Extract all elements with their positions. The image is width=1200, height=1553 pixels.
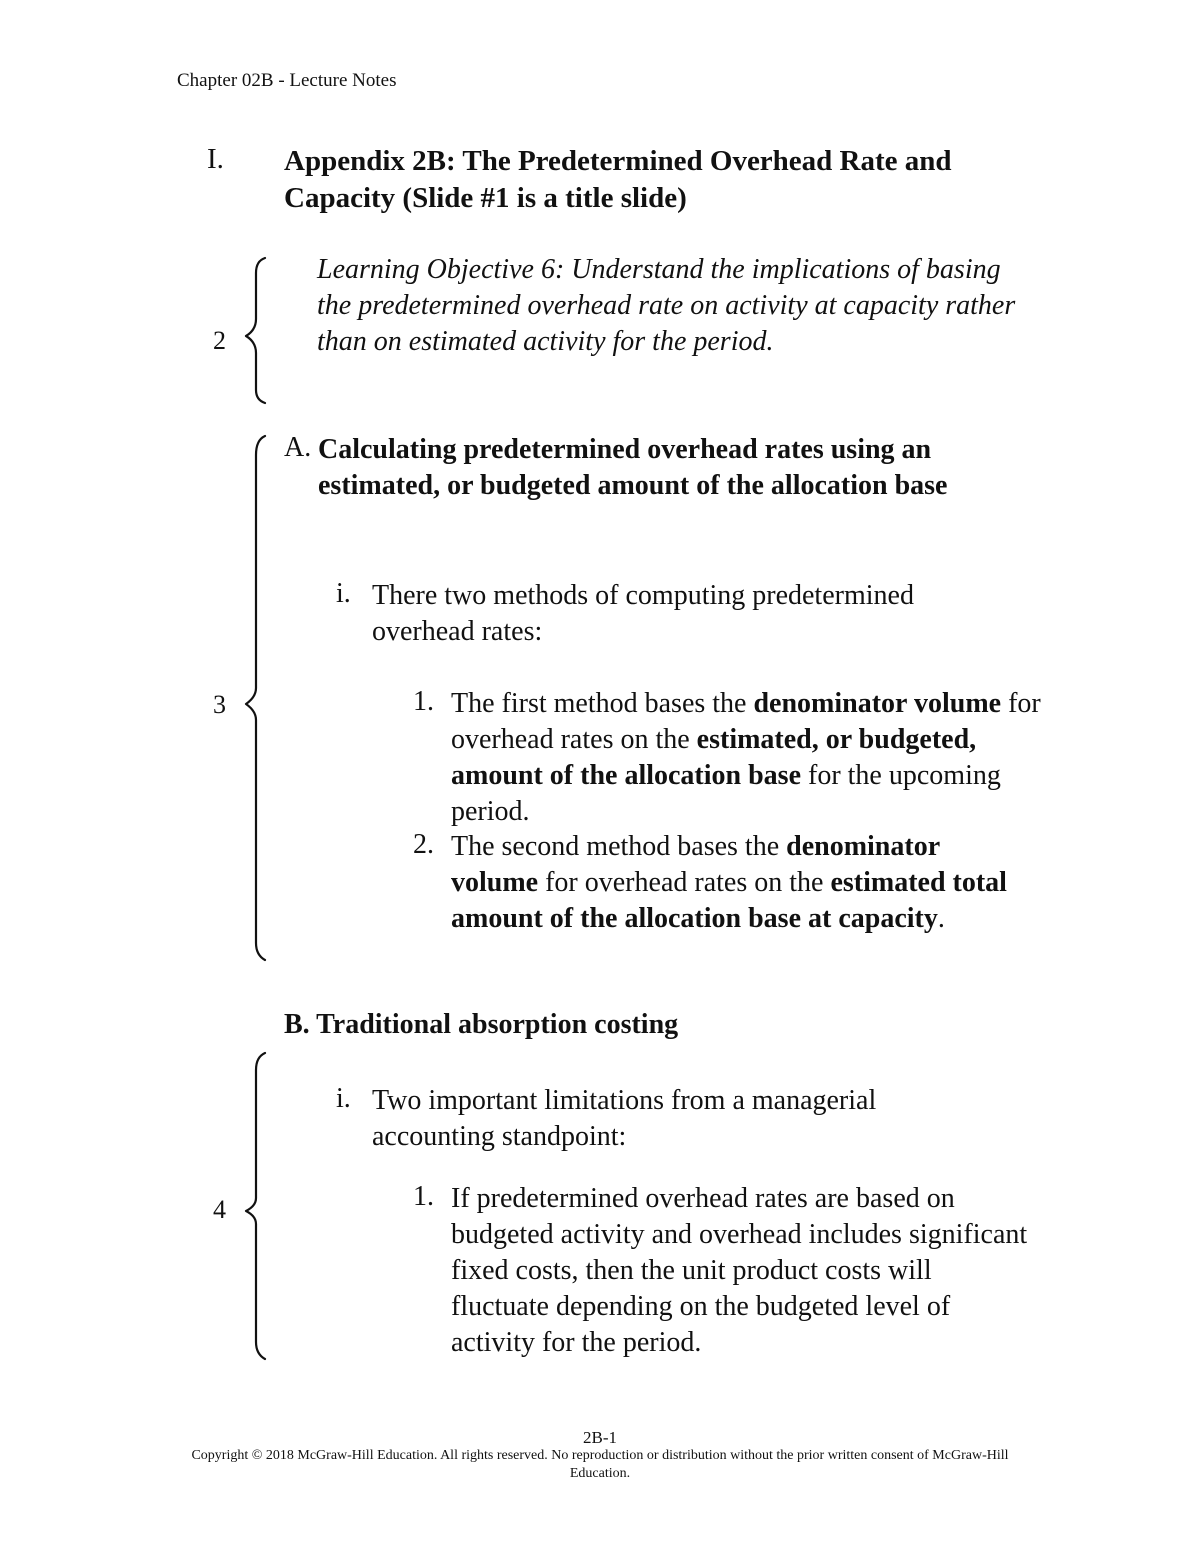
learning-objective: Learning Objective 6: Understand the implications of basing the predetermined overhead rate on activity at capacity rather than on estimated activity for the period. bbox=[317, 254, 1016, 357]
slide-3-brace bbox=[240, 433, 270, 963]
section-b-item-1-marker: 1. bbox=[413, 1181, 434, 1212]
item-1-bold-estimated: estimated, or budgeted, amount of the allocation base bbox=[451, 724, 977, 791]
page-number: 2B-1 bbox=[583, 1428, 617, 1447]
slide-4-brace bbox=[240, 1050, 270, 1362]
item-1-part-a: The first method bases the bbox=[451, 688, 754, 719]
section-b-title: B. Traditional absorption costing bbox=[284, 1009, 679, 1040]
item-1-bold-denominator: denominator volume bbox=[753, 688, 1002, 719]
item-2-part-e: . bbox=[937, 903, 945, 934]
item-1-part-c: for overhead rates on the bbox=[451, 688, 1041, 755]
page-header: Chapter 02B - Lecture Notes bbox=[177, 70, 397, 91]
slide-number-2: 2 bbox=[213, 326, 226, 355]
slide-number-4: 4 bbox=[213, 1195, 226, 1224]
section-a-item-1-marker: 1. bbox=[413, 686, 434, 717]
item-1-part-e: for the upcoming period. bbox=[451, 760, 1001, 827]
slide-2-brace bbox=[240, 255, 270, 405]
section-a-item-2-marker: 2. bbox=[413, 829, 434, 860]
item-2-part-c: for overhead rates on the bbox=[538, 867, 831, 898]
item-2-part-a: The second method bases the bbox=[451, 831, 787, 862]
section-a-letter: A. bbox=[284, 432, 312, 463]
section-b-roman-marker: i. bbox=[336, 1083, 351, 1114]
section-a-roman-text: There two methods of computing predetermined overhead rates: bbox=[372, 580, 914, 647]
section-a-item-2-text bbox=[451, 829, 1026, 937]
section-title: Appendix 2B: The Predetermined Overhead Rate and Capacity (Slide #1 is a title slide) bbox=[284, 145, 952, 214]
section-a-title: Calculating predetermined overhead rates using an estimated, or budgeted amount of the allocation base bbox=[318, 434, 948, 501]
slide-number-3: 3 bbox=[213, 690, 226, 719]
copyright-notice: Copyright © 2018 McGraw-Hill Education. All rights reserved. No reproduction or distribution without the prior written consent of McGraw-Hill Education. bbox=[191, 1448, 1009, 1481]
section-a-item-1-text bbox=[451, 686, 1041, 830]
section-numeral: I. bbox=[207, 143, 224, 175]
item-2-bold-capacity: estimated total amount of the allocation base at capacity bbox=[451, 867, 1007, 934]
section-b-item-1-text: If predetermined overhead rates are based on budgeted activity and overhead includes significant fixed costs, then the unit product costs will fluctuate depending on the budgeted level of activity for the period. bbox=[451, 1183, 1028, 1358]
section-b-roman-text: Two important limitations from a managerial accounting standpoint: bbox=[372, 1085, 877, 1152]
section-a-roman-marker: i. bbox=[336, 578, 351, 609]
item-2-bold-denominator: denominator volume bbox=[451, 831, 940, 898]
